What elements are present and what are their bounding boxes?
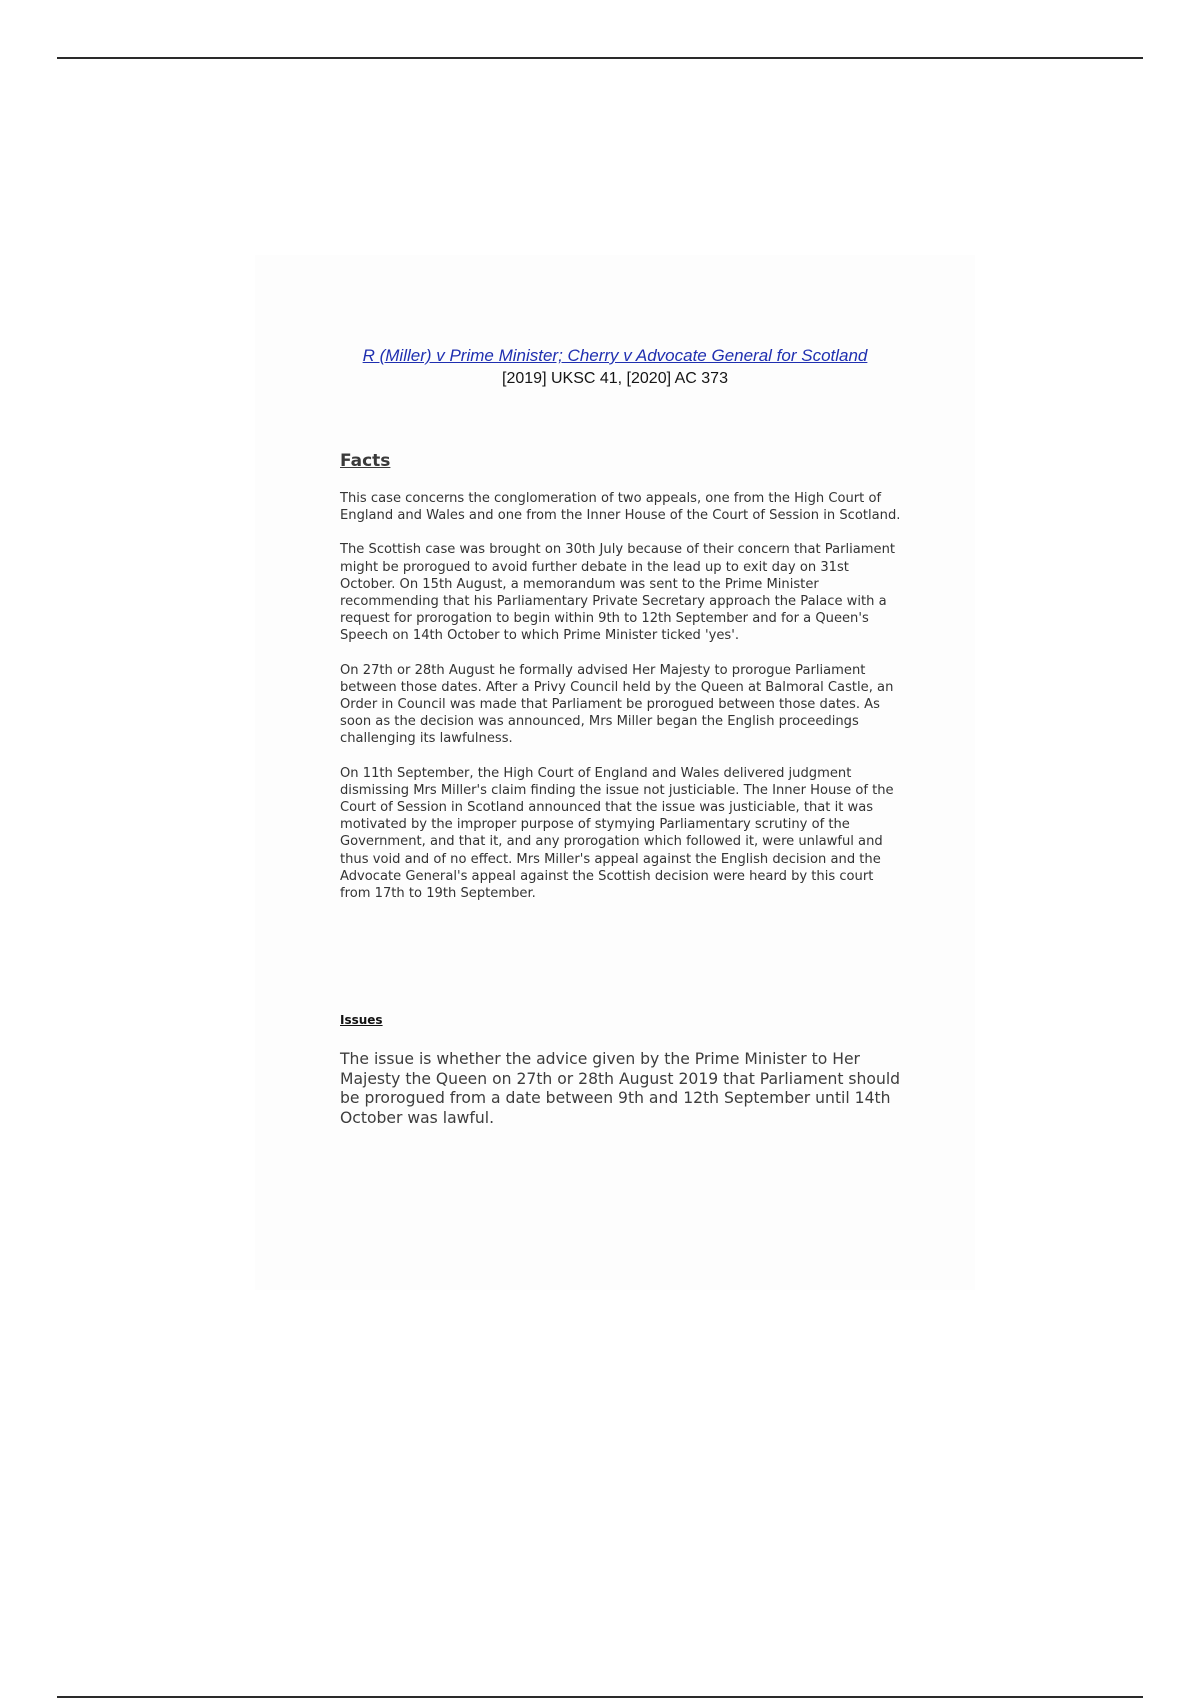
document-page bbox=[255, 255, 975, 1290]
facts-paragraph: The Scottish case was brought on 30th July because of their concern that Parliament might be prorogued to avoid further debate in the lead up to exit day on 31st October. On 15th August, a memorandum was sent to the Prime Minister recommending that his Parliamentary Private Secretary approach the Palace with a request for prorogation to begin within 9th to 12th September and for a Queen's Speech on 14th October to which Prime Minister ticked 'yes'. bbox=[340, 542, 896, 644]
case-title-link[interactable]: R (Miller) v Prime Minister; Cherry v Advocate General for Scotland bbox=[362, 346, 868, 365]
top-rule bbox=[57, 57, 1143, 59]
case-citation: [2019] UKSC 41, [2020] AC 373 bbox=[502, 370, 728, 387]
facts-paragraph: On 27th or 28th August he formally advised Her Majesty to prorogue Parliament between those dates. After a Privy Council held by the Queen at Balmoral Castle, an Order in Council was made that Parliament be prorogued between those dates. As soon as the decision was announced, Mrs Miller began the English proceedings challenging its lawfulness. bbox=[340, 662, 894, 747]
facts-paragraph: This case concerns the conglomeration of two appeals, one from the High Court of England and Wales and one from the Inner House of the Court of Session in Scotland. bbox=[340, 491, 901, 524]
facts-heading: Facts bbox=[340, 451, 391, 471]
issues-heading: Issues bbox=[340, 1013, 383, 1027]
issues-paragraph: The issue is whether the advice given by the Prime Minister to Her Majesty the Queen on 27th or 28th August 2019 that Parliament should be prorogued from a date between 9th and 12th September until 14th October was lawful. bbox=[340, 1050, 901, 1127]
facts-section bbox=[340, 490, 905, 919]
bottom-rule bbox=[57, 1696, 1143, 1698]
facts-paragraph: On 11th September, the High Court of England and Wales delivered judgment dismissing Mrs Miller's claim finding the issue not justiciable. The Inner House of the Court of Session in Scotland announced that the issue was justiciable, that it was motivated by the improper purpose of stymying Parliamentary scrutiny of the Government, and that it, and any prorogation which followed it, were unlawful and thus void and of no effect. Mrs Miller's appeal against the English decision and the Advocate General's appeal against the Scottish decision were heard by this court from 17th to 19th September. bbox=[340, 765, 894, 902]
